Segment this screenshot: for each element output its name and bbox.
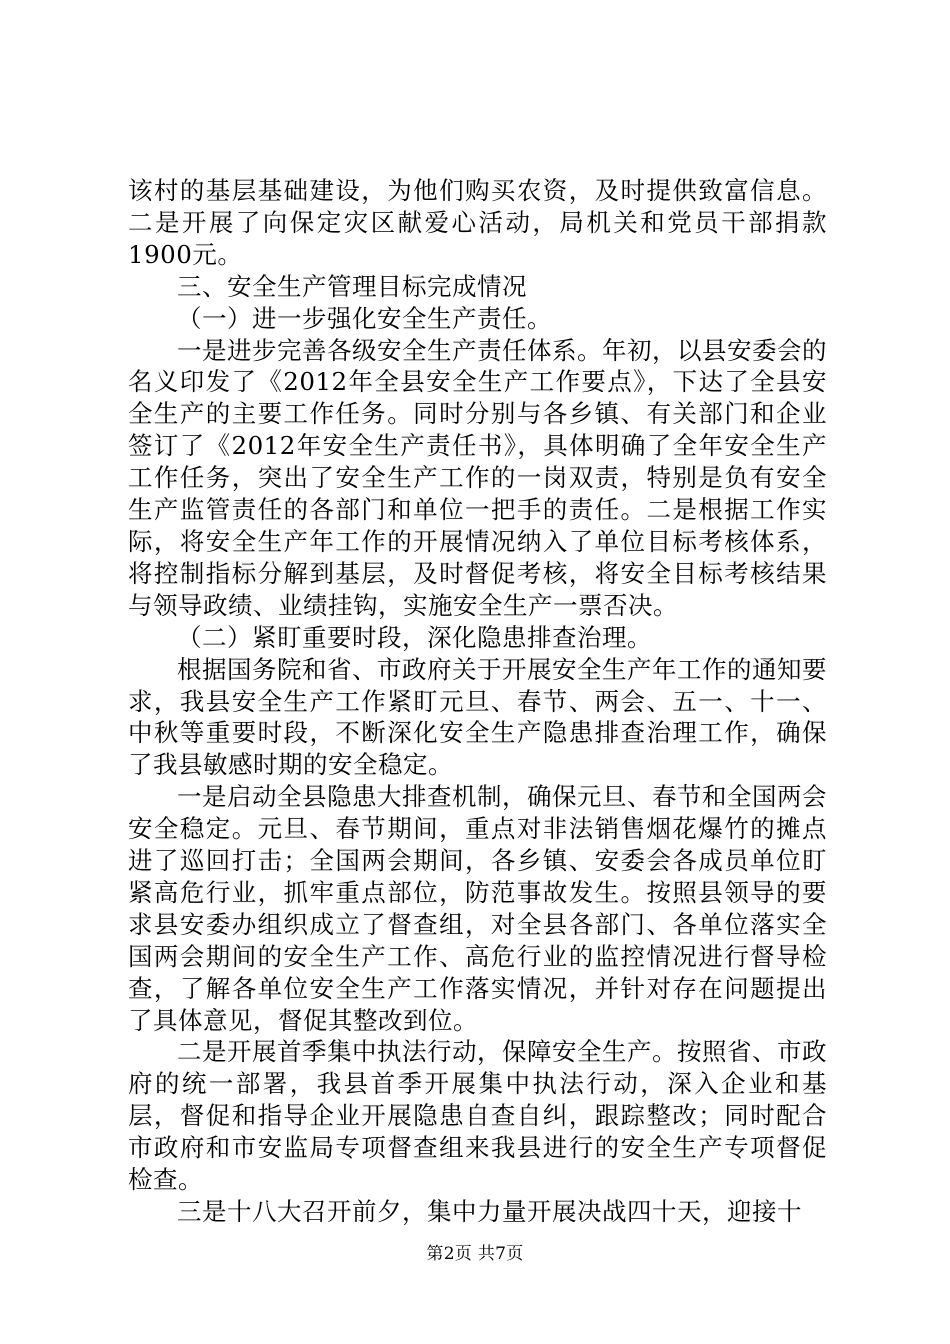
subsection-heading-hazard-inspection: （二）紧盯重要时段，深化隐患排查治理。 (177, 622, 652, 652)
paragraph-key-periods: 根据国务院和省、市政府关于开展安全生产年工作的通知要求，我县安全生产工作紧盯元旦、春节、两会、五一、十一、中秋等重要时段，不断深化安全生产隐患排查治理工作，确保了我县敏感时期的安全稳定。 (128, 654, 827, 780)
paragraph-responsibility-system: 一是进步完善各级安全生产责任体系。年初，以县安委会的名义印发了《2012年全县安全生产工作要点》，下达了全县安全生产的主要工作任务。同时分别与各乡镇、有关部门和企业签订了《2012年安全生产责任书》，具体明确了全年安全生产工作任务，突出了安全生产工作的一岗双责，特别是负有安全生产监管责任的各部门和单位一把手的责任。二是根据工作实际，将安全生产年工作的开展情况纳入了单位目标考核体系，将控制指标分解到基层，及时督促考核，将安全目标考核结果与领导政绩、业绩挂钩，实施安全生产一票否决。 (128, 335, 827, 620)
page-number-footer: 第2页 共7页 (426, 1244, 524, 1264)
paragraph-hazard-mechanism: 一是启动全县隐患大排查机制，确保元旦、春节和全国两会安全稳定。元旦、春节期间，重点对非法销售烟花爆竹的摊点进了巡回打击；全国两会期间，各乡镇、安委会各成员单位盯紧高危行业，抓牢重点部位，防范事故发生。按照县领导的要求县安委办组织成立了督查组，对全县各部门、各单位落实全国两会期间的安全生产工作、高危行业的监控情况进行督导检查，了解各单位安全生产工作落实情况，并针对存在问题提出了具体意见，督促其整改到位。 (128, 782, 827, 1035)
paragraph-continuation: 该村的基层基础建设，为他们购买农资，及时提供致富信息。二是开展了向保定灾区献爱心活动，局机关和党员干部捐款1900元。 (128, 176, 827, 269)
section-heading-safety-targets: 三、安全生产管理目标完成情况 (177, 271, 527, 301)
paragraph-law-enforcement: 二是开展首季集中执法行动，保障安全生产。按照省、市政府的统一部署，我县首季开展集中执法行动，深入企业和基层，督促和指导企业开展隐患自查自纠，跟踪整改；同时配合市政府和市安监局专项督查组来我县进行的安全生产专项督促检查。 (128, 1037, 827, 1195)
subsection-heading-responsibility: （一）进一步强化安全生产责任。 (177, 303, 552, 333)
document-body (128, 175, 827, 1228)
paragraph-eighteenth-congress: 三是十八大召开前夕，集中力量开展决战四十天，迎接十 (177, 1197, 802, 1226)
